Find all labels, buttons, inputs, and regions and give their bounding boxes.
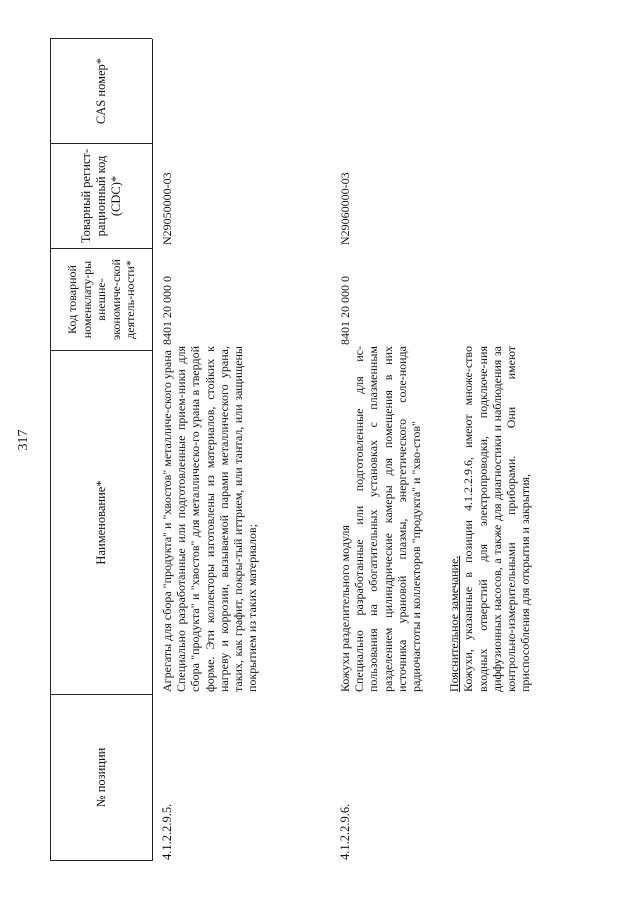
row-2-note-heading: Пояснительное замечание. [447,555,462,692]
page-number: 317 [16,429,31,451]
header-cas: CAS номер* [94,57,108,125]
row-2-body: Специально разработанные или подготовленные для ис-пользования на обогатительных установках с плазменным разделением цилиндрические камеры для помещения в них источника урановой плазмы, энергетического соле-ноида радиочастоты и коллекторов "продукта" и "хво-стов" [352,346,424,692]
header-cdc: Товарный регист-рационный код (CDC)* [79,148,123,244]
row-1-body: Специально разработанные или подготовленные прием-ники для сбора "продукта" и "хвостов" для металлическо-го урана в твердой форме. Эти коллекторы изготовлены из материалов, стойких к нагреву и коррозии, вызываемой парами металлического урана, таких, как графит, покры-тый иттрием, или тантал, или защищены покрытием из таких материалов; [174,346,260,692]
header-hs-code: Код товарной номенклату-ры внешне-экономиче-ской деятель-ности* [65,259,138,340]
table-header-bottom-border [152,39,153,861]
header-name: Наименование* [94,480,108,565]
row-1-title: Агрегаты для сбора "продукта" и "хвостов" металличе-ского урана [160,350,174,692]
row-1-description [160,346,259,692]
row-2-cdc: N29060000-03 [338,172,352,245]
row-2-title: Кожухи разделительного модуля [338,525,352,692]
row-1-cdc: N29050000-03 [160,172,174,245]
column-divider-4 [50,143,152,144]
table-left-border [50,860,152,861]
row-1-hs-code: 8401 20 000 0 [160,276,174,345]
header-position: № позиции [94,747,108,808]
row-2-hs-code: 8401 20 000 0 [338,276,352,345]
row-2-note-text: Кожухи, указанные в позиции 4.1.2.2.9.6, имеют множе-ство входных отверстий для электропроводки, подключе-ния диффузионных насосов, а также для диагностики и наблюдения за контрольно-измерительными приборами. Они имеют приспособления для открытия и закрытия, [461,346,533,692]
column-divider-3 [50,248,152,249]
row-1-position: 4.1.2.2.9.5. [160,803,174,860]
row-2-description [338,346,532,692]
row-2-position: 4.1.2.2.9.6. [338,803,352,860]
